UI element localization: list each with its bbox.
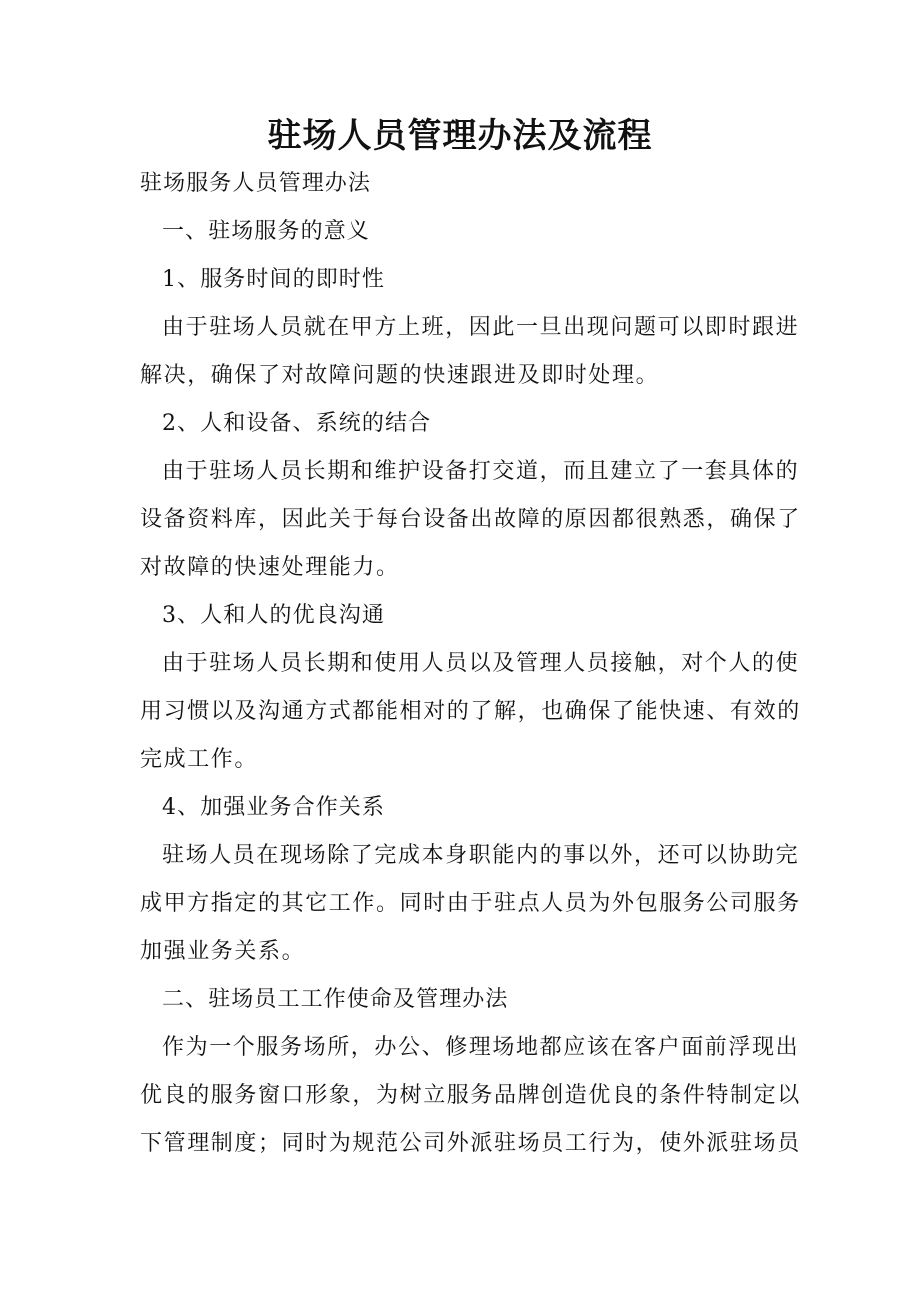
paragraph-line: 成甲方指定的其它工作。同时由于驻点人员为外包服务公司服务: [140, 891, 801, 916]
section-heading: 一、驻场服务的意义: [162, 219, 370, 244]
paragraph-line: 完成工作。: [140, 747, 259, 772]
paragraph-line: 由于驻场人员长期和使用人员以及管理人员接触，对个人的使: [162, 651, 800, 676]
document-title: 驻场人员管理办法及流程: [267, 116, 653, 156]
paragraph-line: 用习惯以及沟通方式都能相对的了解，也确保了能快速、有效的: [140, 699, 801, 724]
paragraph-line: 加强业务关系。: [140, 939, 306, 964]
item-heading: 1、服务时间的即时性: [162, 267, 385, 292]
document-subtitle: 驻场服务人员管理办法: [140, 171, 372, 196]
paragraph-line: 由于驻场人员长期和维护设备打交道，而且建立了一套具体的: [162, 459, 800, 484]
item-heading: 2、人和设备、系统的结合: [162, 411, 432, 436]
paragraph-line: 由于驻场人员就在甲方上班，因此一旦出现问题可以即时跟进: [162, 315, 800, 340]
paragraph-line: 优良的服务窗口形象，为树立服务品牌创造优良的条件特制定以: [140, 1083, 801, 1108]
item-heading: 4、加强业务合作关系: [162, 795, 385, 820]
paragraph-line: 解决，确保了对故障问题的快速跟进及即时处理。: [140, 363, 660, 388]
paragraph-line: 设备资料库，因此关于每台设备出故障的原因都很熟悉，确保了: [140, 507, 801, 532]
paragraph-line: 下管理制度；同时为规范公司外派驻场员工行为，使外派驻场员: [140, 1131, 801, 1156]
item-heading: 3、人和人的优良沟通: [162, 603, 385, 628]
section-heading: 二、驻场员工工作使命及管理办法: [162, 987, 509, 1012]
paragraph-line: 驻场人员在现场除了完成本身职能内的事以外，还可以协助完: [162, 843, 800, 868]
paragraph-line: 对故障的快速处理能力。: [140, 555, 400, 580]
paragraph-line: 作为一个服务场所，办公、修理场地都应该在客户面前浮现出: [162, 1035, 800, 1060]
